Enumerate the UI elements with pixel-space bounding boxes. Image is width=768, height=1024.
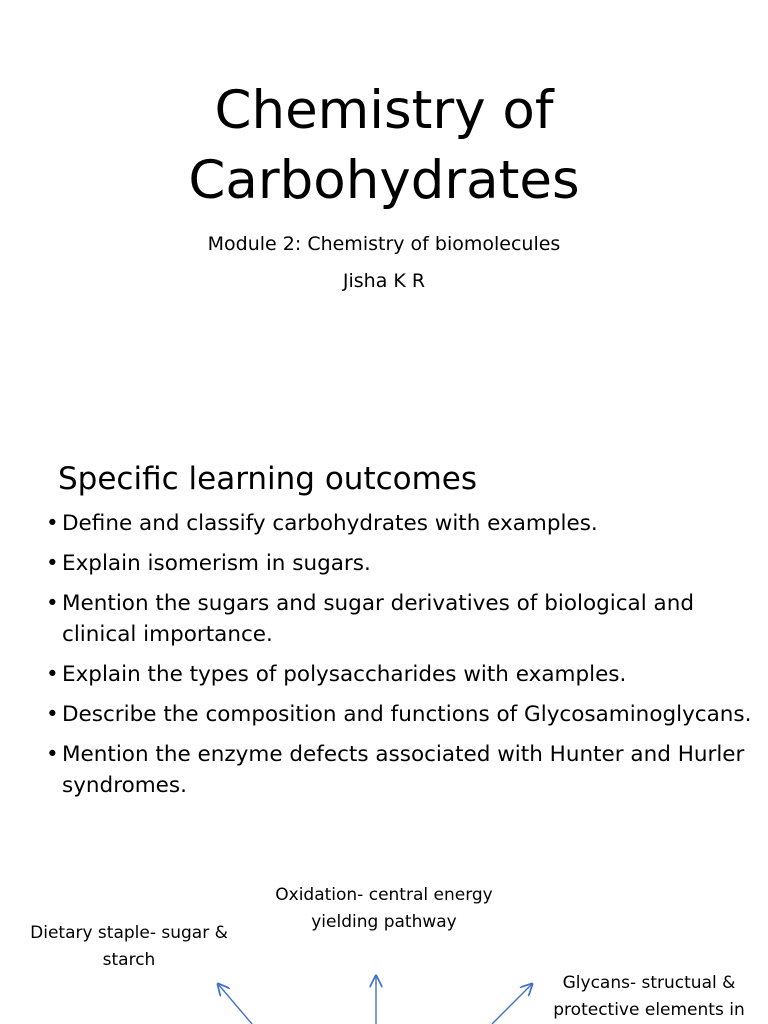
concept-glycans: Glycans- structual & protective elements in xyxy=(553,973,745,1020)
bullet-icon: • xyxy=(46,511,59,536)
roles-diagram-slide xyxy=(0,860,768,1024)
list-item xyxy=(46,548,756,579)
title-slide xyxy=(0,0,768,420)
outcome-text: Explain the types of polysaccharides with examples. xyxy=(62,662,627,687)
outcome-text: Explain isomerism in sugars. xyxy=(62,551,371,576)
list-item xyxy=(46,588,756,650)
bullet-icon: • xyxy=(46,662,59,687)
outcome-text: Mention the enzyme defects associated with Hunter and Hurler syndromes. xyxy=(62,742,745,798)
slide-title xyxy=(0,76,768,216)
outcome-text: Describe the composition and functions of Glycosaminoglycans. xyxy=(62,702,752,727)
list-item xyxy=(46,659,756,690)
bullet-icon: • xyxy=(46,742,59,767)
list-item xyxy=(46,739,756,801)
bullet-icon: • xyxy=(46,591,59,616)
list-item xyxy=(46,699,756,730)
bullet-icon: • xyxy=(46,551,59,576)
title-line-2: Carbohydrates xyxy=(188,150,580,211)
author-name: Jisha K R xyxy=(342,270,426,292)
module-subtitle: Module 2: Chemistry of biomolecules xyxy=(207,233,561,255)
outcomes-list xyxy=(46,508,756,810)
outcome-text: Mention the sugars and sugar derivatives of biological and clinical importance. xyxy=(62,591,694,647)
bullet-icon: • xyxy=(46,702,59,727)
slide-subtitle xyxy=(0,226,768,300)
outcome-text: Define and classify carbohydrates with examples. xyxy=(62,511,598,536)
arrow-to-glycans xyxy=(492,984,532,1024)
arrow-to-dietary xyxy=(218,984,252,1024)
list-item xyxy=(46,508,756,539)
concept-oxidation: Oxidation- central energy yielding pathway xyxy=(275,885,493,932)
concept-dietary: Dietary staple- sugar & starch xyxy=(30,923,228,970)
outcomes-slide xyxy=(0,440,768,860)
outcomes-heading: Specific learning outcomes xyxy=(58,461,478,497)
title-line-1: Chemistry of xyxy=(214,80,554,141)
